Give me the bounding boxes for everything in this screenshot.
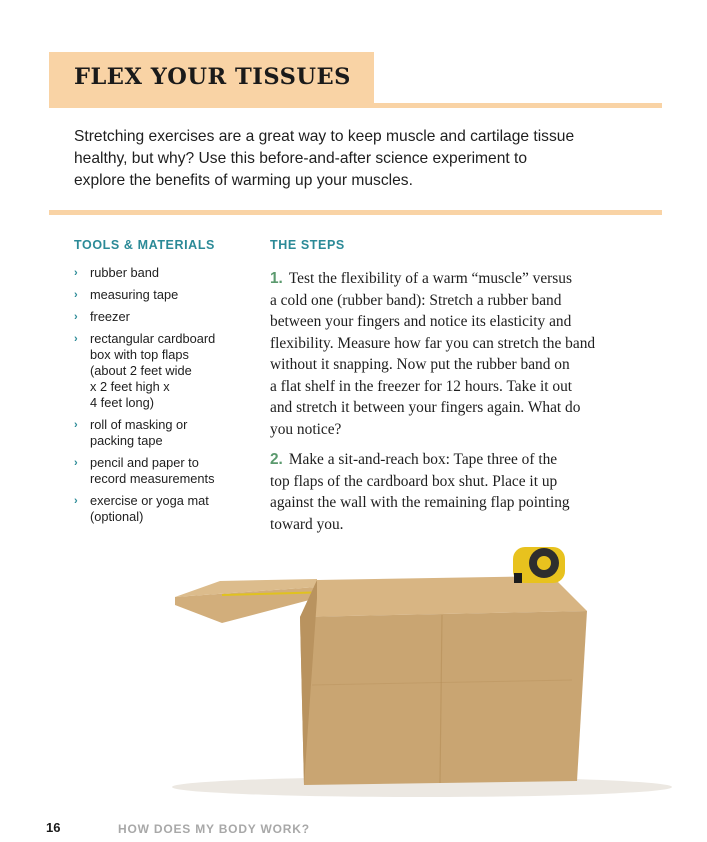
- bullet-icon: ›: [74, 289, 78, 301]
- step-number: 1.: [270, 270, 283, 287]
- bullet-icon: ›: [74, 333, 78, 345]
- bullet-icon: ›: [74, 311, 78, 323]
- step-text: Make a sit-and-reach box: Tape three of the: [288, 451, 558, 468]
- step-1: [270, 268, 650, 440]
- step-line: [270, 449, 650, 471]
- tool-item-text: pencil and paper to: [90, 455, 199, 470]
- page-number: 16: [46, 820, 61, 835]
- tool-item: [74, 455, 264, 487]
- steps-heading: THE STEPS: [270, 238, 345, 252]
- tool-item-text: freezer: [90, 309, 130, 324]
- bullet-icon: ›: [74, 457, 78, 469]
- step-number: 2.: [270, 451, 283, 468]
- tool-item-text: (optional): [90, 509, 144, 524]
- step-2: [270, 449, 650, 535]
- step-text: top flaps of the cardboard box shut. Place it up: [270, 472, 558, 490]
- tool-item-text: exercise or yoga mat: [90, 493, 209, 508]
- tape-measure-icon: [513, 547, 565, 583]
- step-text: against the wall with the remaining flap pointing: [270, 494, 570, 511]
- intro-line: Stretching exercises are a great way to keep muscle and cartilage tissue: [74, 128, 575, 145]
- intro-divider: [49, 210, 662, 215]
- step-text: toward you.: [270, 515, 344, 533]
- tool-item-text: roll of masking or: [90, 417, 188, 432]
- tool-item-text: x 2 feet high x: [90, 379, 170, 394]
- tools-list: [74, 265, 264, 531]
- tool-item-text: 4 feet long): [90, 395, 155, 410]
- step-line: [270, 268, 650, 290]
- bullet-icon: ›: [74, 495, 78, 507]
- box-front: [300, 611, 587, 785]
- step-text: Test the flexibility of a warm “muscle” versus: [288, 270, 572, 287]
- title-divider: [49, 103, 662, 108]
- step-text: flexibility. Measure how far you can stretch the band: [270, 334, 596, 352]
- step-text: a flat shelf in the freezer for 12 hours. Take it out: [270, 377, 573, 395]
- tool-item-text: packing tape: [90, 433, 163, 448]
- tool-item-text: measuring tape: [90, 287, 179, 302]
- tool-item-text: rubber band: [90, 265, 160, 280]
- intro-line: explore the benefits of warming up your muscles.: [74, 172, 413, 189]
- steps-list: [270, 268, 650, 544]
- tool-item: [74, 331, 264, 411]
- tool-item: [74, 265, 264, 281]
- tool-item: [74, 417, 264, 449]
- intro-line: healthy, but why? Use this before-and-after science experiment to: [74, 150, 528, 167]
- step-text: between your fingers and notice its elasticity and: [270, 313, 572, 330]
- running-footer: HOW DOES MY BODY WORK?: [118, 822, 310, 836]
- step-text: you notice?: [270, 420, 342, 438]
- page-title: FLEX YOUR TISSUES: [74, 64, 351, 90]
- cardboard-box-photo: [72, 535, 692, 810]
- tool-item-text: box with top flaps: [90, 347, 189, 362]
- tool-item: [74, 309, 264, 325]
- intro-paragraph: [74, 126, 634, 192]
- tool-item: [74, 287, 264, 303]
- step-text: and stretch it between your fingers again. What do: [270, 399, 581, 416]
- tool-item-text: record measurements: [90, 471, 215, 486]
- tool-item-text: (about 2 feet wide: [90, 363, 192, 378]
- tool-item-text: rectangular cardboard: [90, 331, 216, 346]
- tools-heading: TOOLS & MATERIALS: [74, 238, 215, 252]
- bullet-icon: ›: [74, 419, 78, 431]
- step-text: a cold one (rubber band): Stretch a rubber band: [270, 291, 562, 309]
- tool-item: [74, 493, 264, 525]
- bullet-icon: ›: [74, 267, 78, 279]
- step-text: without it snapping. Now put the rubber band on: [270, 356, 570, 373]
